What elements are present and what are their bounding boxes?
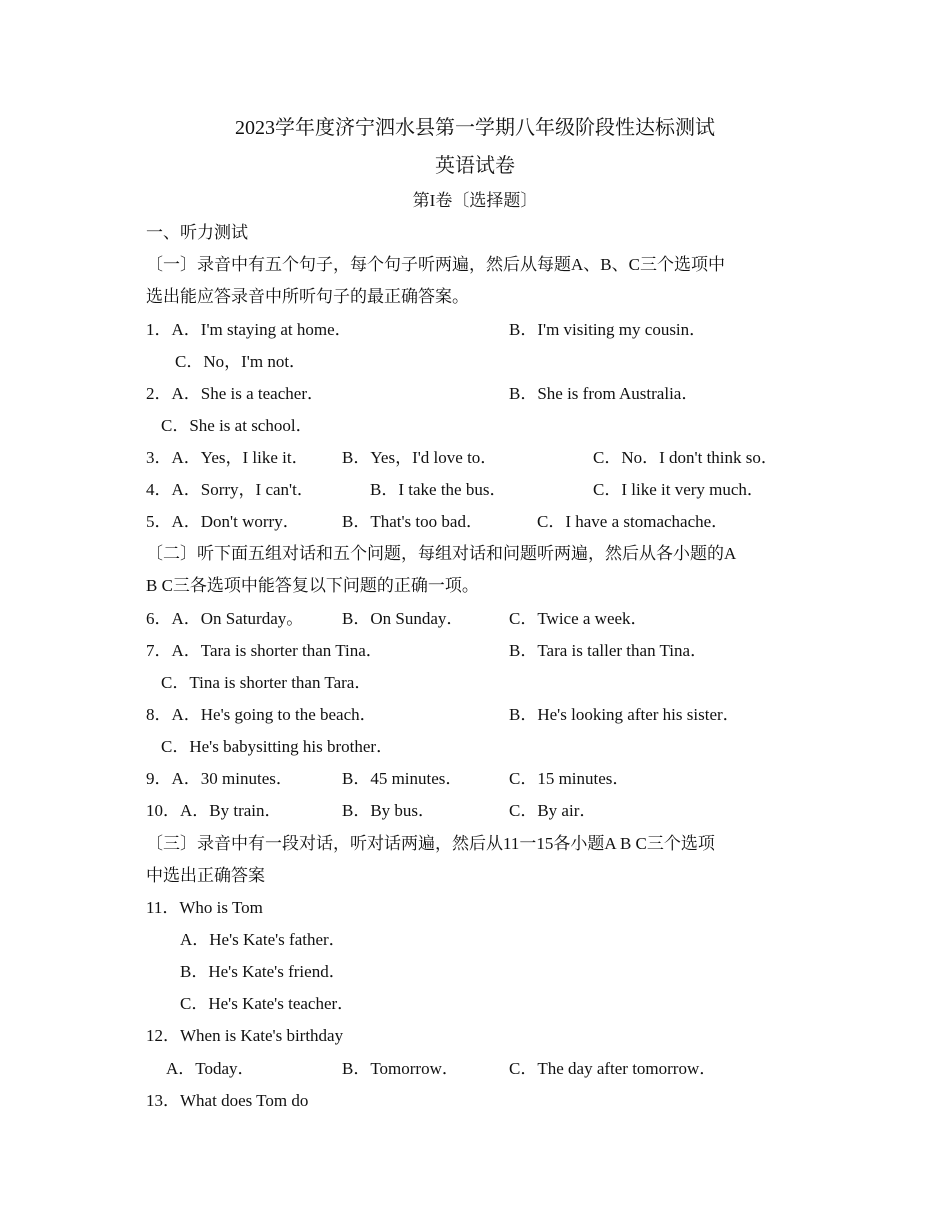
q5-option-b: B．That's too bad． (342, 512, 483, 531)
q11-option-c: C．He's Kate's teacher． (180, 994, 355, 1013)
q10-option-a: 10．A．By train． (146, 801, 282, 820)
part2-instruction-cont: B C三各选项中能答复以下问题的正确一项。 (146, 576, 479, 595)
q13-stem: 13．What does Tom do (146, 1091, 309, 1110)
q9-option-a: 9．A．30 minutes． (146, 769, 293, 788)
q7-option-a: 7．A．Tara is shorter than Tina． (146, 641, 383, 660)
q3-option-c: C．No．I don't think so． (593, 448, 778, 467)
q7-option-c: C．Tina is shorter than Tara． (161, 673, 372, 692)
part3-instruction-cont: 中选出正确答案 (146, 866, 265, 885)
exam-subtitle: 英语试卷 (435, 155, 515, 177)
q8-option-c: C．He's babysitting his brother． (161, 737, 394, 756)
q9-option-c: C．15 minutes． (509, 769, 630, 788)
q1-option-c: C．No，I'm not． (175, 352, 307, 371)
section-heading: 一、听力测试 (146, 223, 248, 242)
q4-option-b: B．I take the bus． (370, 480, 507, 499)
q1-option-a: 1．A．I'm staying at home． (146, 320, 352, 339)
q5-option-a: 5．A．Don't worry． (146, 512, 300, 531)
q11-stem: 11．Who is Tom (146, 898, 263, 917)
q6-option-a: 6．A．On Saturday。 (146, 609, 304, 628)
q10-option-b: B．By bus． (342, 801, 436, 820)
part-label: 第I卷〔选择题〕 (412, 191, 538, 210)
q3-option-b: B．Yes，I'd love to． (342, 448, 498, 467)
q11-option-b: B．He's Kate's friend． (180, 962, 346, 981)
part1-instruction-cont: 选出能应答录音中所听句子的最正确答案。 (146, 287, 469, 306)
q10-option-c: C．By air． (509, 801, 597, 820)
q8-option-a: 8．A．He's going to the beach． (146, 705, 377, 724)
q4-option-c: C．I like it very much． (593, 480, 764, 499)
q2-option-a: 2．A．She is a teacher． (146, 384, 324, 403)
part1-instruction: 〔一〕录音中有五个句子，每个句子听两遍，然后从每题A、B、C三个选项中 (146, 255, 725, 274)
q12-option-c: C．The day after tomorrow． (509, 1059, 717, 1078)
exam-title: 2023学年度济宁泗水县第一学期八年级阶段性达标测试 (235, 117, 715, 139)
q3-option-a: 3．A．Yes，I like it． (146, 448, 309, 467)
q5-option-c: C．I have a stomachache． (537, 512, 729, 531)
q12-option-b: B．Tomorrow． (342, 1059, 459, 1078)
q12-option-a: A．Today． (166, 1059, 255, 1078)
q12-stem: 12．When is Kate's birthday (146, 1026, 344, 1045)
q6-option-b: B．On Sunday． (342, 609, 464, 628)
q4-option-a: 4．A．Sorry，I can't． (146, 480, 314, 499)
part3-instruction: 〔三〕录音中有一段对话，听对话两遍，然后从11一15各小题A B C三个选项 (146, 834, 715, 853)
q2-option-b: B．She is from Australia． (509, 384, 699, 403)
q8-option-b: B．He's looking after his sister． (509, 705, 740, 724)
q2-option-c: C．She is at school． (161, 416, 313, 435)
q11-option-a: A．He's Kate's father． (180, 930, 346, 949)
q7-option-b: B．Tara is taller than Tina． (509, 641, 708, 660)
q9-option-b: B．45 minutes． (342, 769, 463, 788)
q6-option-c: C．Twice a week． (509, 609, 648, 628)
q1-option-b: B．I'm visiting my cousin． (509, 320, 707, 339)
part2-instruction: 〔二〕听下面五组对话和五个问题，每组对话和问题听两遍，然后从各小题的A (146, 544, 737, 563)
